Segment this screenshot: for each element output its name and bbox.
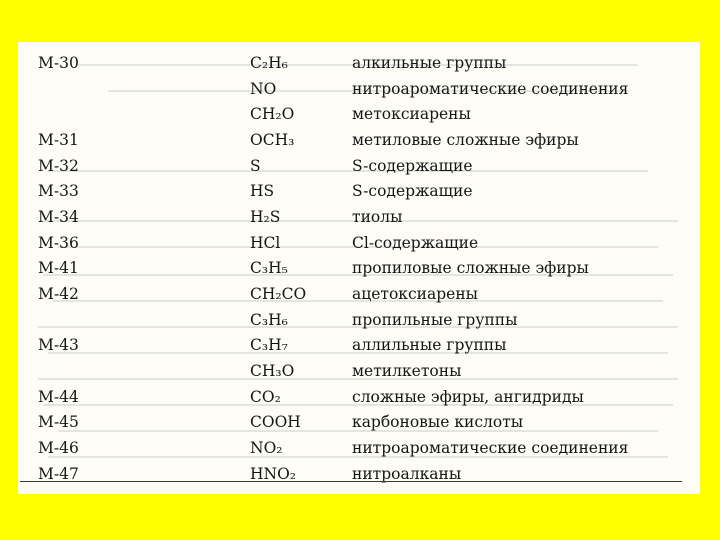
lost-fragment-cell: NO₂ <box>250 439 283 458</box>
table-row <box>38 435 692 461</box>
scanned-page <box>18 42 700 494</box>
ion-loss-cell <box>38 307 250 333</box>
ion-loss-cell: M-47 <box>38 464 79 483</box>
compound-class-cell: пропильные группы <box>352 310 518 329</box>
compound-class-cell: аллильные группы <box>352 336 507 355</box>
compound-class-cell: тиолы <box>352 207 403 226</box>
table-row <box>38 358 692 384</box>
lost-fragment-cell: OCH₃ <box>250 130 295 149</box>
lost-fragment-cell: S <box>250 156 261 175</box>
compound-class-cell: ацетоксиарены <box>352 285 478 304</box>
lost-fragment-cell: CH₂CO <box>250 285 307 304</box>
compound-class-cell: S-содержащие <box>352 156 473 175</box>
lost-fragment-cell: C₃H₅ <box>250 259 288 278</box>
table-row <box>38 204 692 230</box>
ion-loss-cell: M-44 <box>38 387 79 406</box>
lost-fragment-cell: COOH <box>250 413 301 432</box>
ion-loss-cell: M-33 <box>38 182 79 201</box>
lost-fragment-cell: HS <box>250 182 275 201</box>
ion-loss-cell: M-43 <box>38 336 79 355</box>
table-bottom-rule <box>20 481 682 482</box>
lost-fragment-cell: NO <box>250 79 277 98</box>
table-row <box>38 410 692 436</box>
ion-loss-cell: M-45 <box>38 413 79 432</box>
compound-class-cell: S-содержащие <box>352 182 473 201</box>
table-row <box>38 333 692 359</box>
table-row <box>38 230 692 256</box>
compound-class-cell: алкильные группы <box>352 53 507 72</box>
table-row <box>38 384 692 410</box>
table-row <box>38 307 692 333</box>
compound-class-cell: метилкетоны <box>352 362 462 381</box>
lost-fragment-cell: HNO₂ <box>250 464 297 483</box>
lost-fragment-cell: CO₂ <box>250 387 281 406</box>
table-row <box>38 76 692 102</box>
lost-fragment-cell: C₂H₆ <box>250 53 288 72</box>
table-row <box>38 153 692 179</box>
table-row <box>38 461 692 487</box>
lost-fragment-cell: C₃H₆ <box>250 310 288 329</box>
ion-loss-cell: M-31 <box>38 130 79 149</box>
compound-class-cell: нитроалканы <box>352 464 462 483</box>
table-row <box>38 281 692 307</box>
ion-loss-cell: M-34 <box>38 207 79 226</box>
ion-loss-cell: M-41 <box>38 259 79 278</box>
lost-fragment-cell: CH₂O <box>250 105 295 124</box>
table-row <box>38 127 692 153</box>
lost-fragment-cell: C₃H₇ <box>250 336 288 355</box>
ion-loss-cell <box>38 101 250 127</box>
ion-loss-cell: M-36 <box>38 233 79 252</box>
ion-loss-cell: M-32 <box>38 156 79 175</box>
compound-class-cell: метиловые сложные эфиры <box>352 130 579 149</box>
lost-fragment-cell: CH₃O <box>250 362 295 381</box>
lost-fragment-cell: H₂S <box>250 207 281 226</box>
table-row <box>38 101 692 127</box>
ion-loss-cell: M-30 <box>38 53 79 72</box>
compound-class-cell: Cl-содержащие <box>352 233 479 252</box>
table-row <box>38 178 692 204</box>
lost-fragment-cell: HCl <box>250 233 281 252</box>
compound-class-cell: нитроароматические соединения <box>352 439 629 458</box>
ion-loss-cell: M-46 <box>38 439 79 458</box>
compound-class-cell: карбоновые кислоты <box>352 413 524 432</box>
compound-class-cell: сложные эфиры, ангидриды <box>352 387 584 406</box>
table-row <box>38 256 692 282</box>
ion-loss-cell: M-42 <box>38 285 79 304</box>
ion-loss-cell <box>38 358 250 384</box>
table-row <box>38 50 692 76</box>
ion-loss-cell <box>38 76 250 102</box>
compound-class-cell: пропиловые сложные эфиры <box>352 259 589 278</box>
fragment-loss-table <box>38 50 692 487</box>
compound-class-cell: метоксиарены <box>352 105 471 124</box>
compound-class-cell: нитроароматические соединения <box>352 79 629 98</box>
